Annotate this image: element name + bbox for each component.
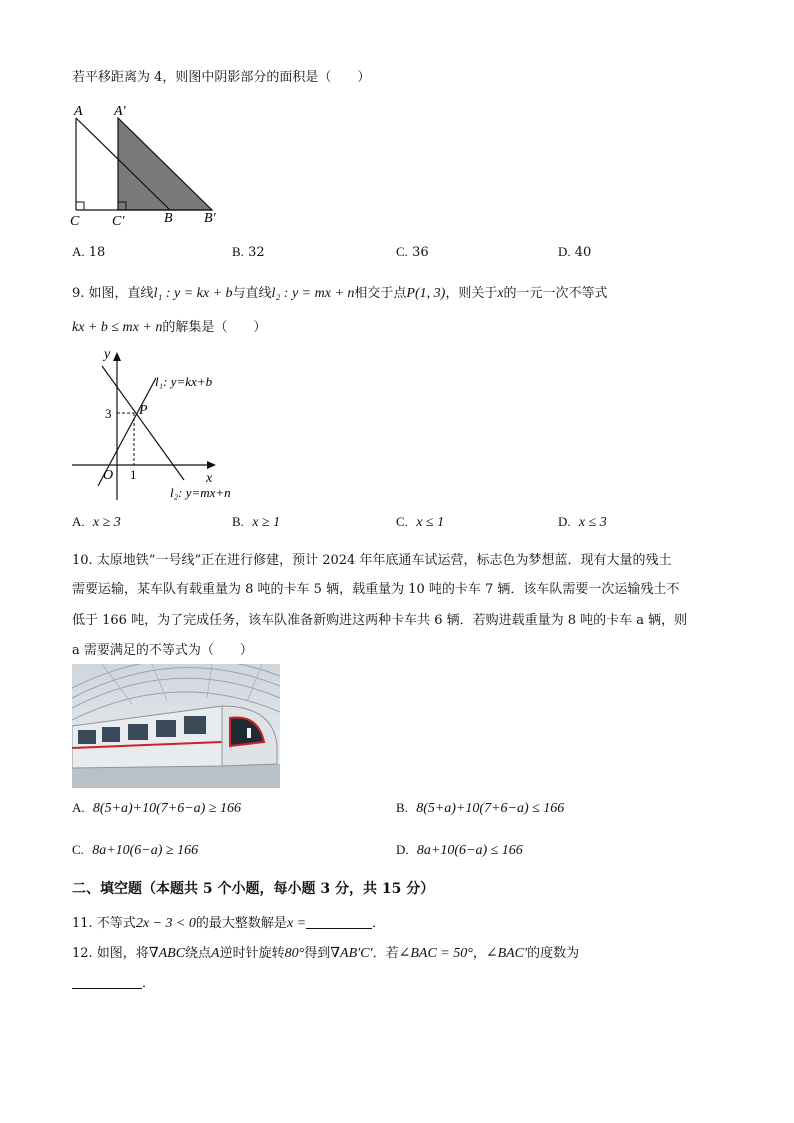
- inequality: kx + b ≤ mx + n: [72, 320, 163, 335]
- q10-option-a[interactable]: A. 8(5+a)+10(7+6−a) ≥ 166: [72, 800, 242, 816]
- label-A: A: [74, 104, 83, 119]
- l1-label: l₁: y=kx+b: [155, 374, 213, 389]
- y-tick-3: 3: [105, 406, 112, 421]
- q9-stem-line1: 9. 如图，直线l₁ : y = kx + b与直线l₂ : y = mx + n相交于点P(1, 3)，则关于x的一元一次不等式: [72, 286, 608, 301]
- origin-label: O: [103, 468, 114, 483]
- q11-stem: 11. 不等式2x − 3 < 0的最大整数解是x = ．: [72, 916, 386, 931]
- q8-option-c[interactable]: C. 36: [396, 244, 429, 260]
- q10-line1: 10. 太原地铁“一号线”正在进行修建，预计 2024 年年底通车试运营，标志色为梦想蓝．现有大量的残土: [72, 553, 672, 568]
- q8-translation-figure: [60, 98, 230, 230]
- label-B: B: [164, 211, 173, 226]
- q10-line4: a 需要满足的不等式为（ ）: [72, 643, 253, 658]
- q10-option-d[interactable]: D. 8a+10(6−a) ≤ 166: [396, 842, 523, 858]
- label-B-prime: B′: [204, 211, 216, 226]
- point-p-label: P: [139, 403, 148, 418]
- q8-option-d[interactable]: D. 40: [558, 244, 592, 260]
- q10-line3: 低于 166 吨，为了完成任务，该车队准备新购进这两种卡车共 6 辆．若购进载重量为 8 吨的卡车 a 辆，则: [72, 613, 688, 628]
- q8-option-b[interactable]: B. 32: [232, 244, 265, 260]
- q9-option-d[interactable]: D. x ≤ 3: [558, 514, 607, 530]
- q9-option-c[interactable]: C. x ≤ 1: [396, 514, 445, 530]
- section-fill-in-title: 二、填空题（本题共 5 个小题，每小题 3 分，共 15 分）: [72, 881, 435, 897]
- q10-option-b[interactable]: B. 8(5+a)+10(7+6−a) ≤ 166: [396, 800, 565, 816]
- l1-equation: l₁ : y = kx + b: [153, 286, 233, 301]
- q12-answer-blank[interactable]: [72, 976, 142, 989]
- q9-stem-line2: kx + b ≤ mx + n的解集是（ ）: [72, 320, 267, 335]
- label-A-prime: A′: [114, 104, 126, 119]
- q11-answer-blank[interactable]: [306, 916, 372, 929]
- l2-equation: l₂ : y = mx + n: [271, 286, 355, 301]
- q9-line-graph: [66, 344, 256, 506]
- l2-label: l₂: y=mx+n: [170, 485, 231, 500]
- q12-stem: 12. 如图，将∇ABC绕点A逆时针旋转80°得到∇AB′C′．若∠BAC = 50°，∠BAC′的度数为: [72, 946, 580, 961]
- label-C-prime: C′: [112, 214, 125, 229]
- q9-option-a[interactable]: A. x ≥ 3: [72, 514, 121, 530]
- q10-option-c[interactable]: C. 8a+10(6−a) ≥ 166: [72, 842, 199, 858]
- q8-option-a[interactable]: A. 18: [72, 244, 106, 260]
- label-C: C: [70, 214, 80, 229]
- q12-answer-line: ．: [72, 972, 155, 991]
- y-axis-label: y: [104, 347, 111, 362]
- q8-stem: 若平移距离为 4，则图中阴影部分的面积是（ ）: [72, 70, 371, 85]
- point-p: P(1, 3): [406, 286, 446, 301]
- q10-line2: 需要运输，某车队有载重量为 8 吨的卡车 5 辆，载重量为 10 吨的卡车 7 辆．该车队需要一次运输残土不: [72, 582, 680, 597]
- subway-train-photo: [72, 664, 280, 788]
- x-tick-1: 1: [130, 467, 137, 482]
- x-axis-label: x: [206, 471, 213, 486]
- q9-option-b[interactable]: B. x ≥ 1: [232, 514, 281, 530]
